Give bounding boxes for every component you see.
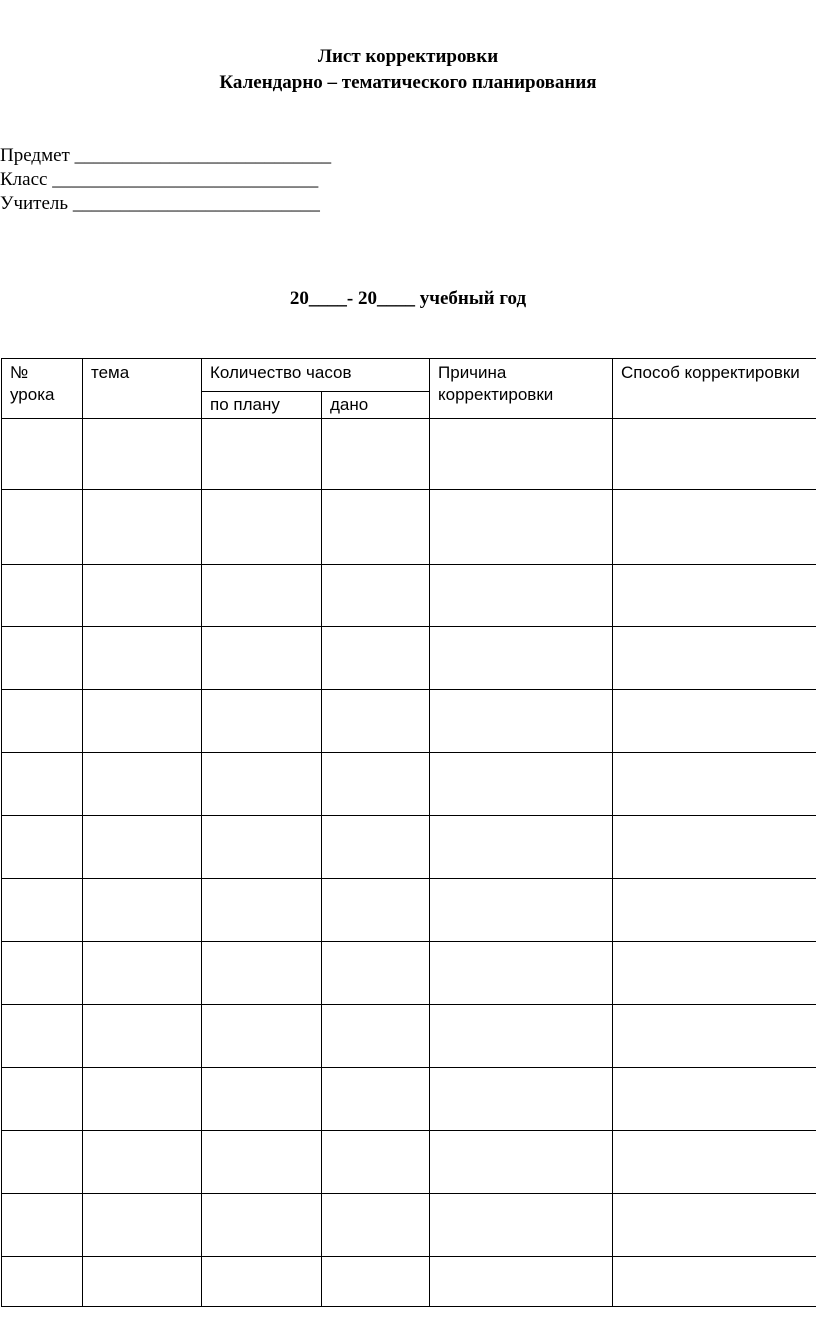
cell-topic[interactable] bbox=[83, 627, 202, 690]
cell-topic[interactable] bbox=[83, 879, 202, 942]
table-row bbox=[2, 942, 816, 1005]
cell-topic[interactable] bbox=[83, 419, 202, 490]
cell-lesson-no[interactable] bbox=[2, 1194, 83, 1257]
cell-hours-plan[interactable] bbox=[202, 942, 322, 1005]
school-year-line: 20____- 20____ учебный год bbox=[289, 288, 527, 309]
cell-topic[interactable] bbox=[83, 1131, 202, 1194]
header-hours-given: дано bbox=[322, 392, 430, 419]
teacher-blank[interactable]: __________________________ bbox=[72, 193, 320, 214]
cell-hours-plan[interactable] bbox=[202, 879, 322, 942]
cell-reason[interactable] bbox=[430, 565, 613, 627]
cell-hours-given[interactable] bbox=[322, 419, 430, 490]
table-row bbox=[2, 565, 816, 627]
class-label: Класс bbox=[0, 169, 48, 190]
cell-lesson-no[interactable] bbox=[2, 419, 83, 490]
cell-lesson-no[interactable] bbox=[2, 816, 83, 879]
table-row bbox=[2, 690, 816, 753]
header-hours: Количество часов bbox=[202, 359, 430, 392]
cell-hours-given[interactable] bbox=[322, 1257, 430, 1307]
cell-hours-given[interactable] bbox=[322, 1005, 430, 1068]
cell-hours-given[interactable] bbox=[322, 942, 430, 1005]
cell-topic[interactable] bbox=[83, 1257, 202, 1307]
cell-method[interactable] bbox=[613, 565, 816, 627]
cell-topic[interactable] bbox=[83, 690, 202, 753]
cell-lesson-no[interactable] bbox=[2, 690, 83, 753]
cell-method[interactable] bbox=[613, 627, 816, 690]
cell-hours-plan[interactable] bbox=[202, 1068, 322, 1131]
cell-reason[interactable] bbox=[430, 1131, 613, 1194]
cell-hours-plan[interactable] bbox=[202, 1194, 322, 1257]
cell-hours-plan[interactable] bbox=[202, 753, 322, 816]
cell-method[interactable] bbox=[613, 1194, 816, 1257]
class-blank[interactable]: ____________________________ bbox=[52, 169, 319, 190]
table-row bbox=[2, 753, 816, 816]
cell-hours-plan[interactable] bbox=[202, 1131, 322, 1194]
cell-method[interactable] bbox=[613, 879, 816, 942]
cell-hours-given[interactable] bbox=[322, 1194, 430, 1257]
cell-hours-given[interactable] bbox=[322, 690, 430, 753]
cell-reason[interactable] bbox=[430, 1068, 613, 1131]
cell-hours-plan[interactable] bbox=[202, 690, 322, 753]
document-title: Лист корректировки bbox=[317, 46, 499, 67]
correction-table bbox=[1, 358, 816, 1307]
cell-lesson-no[interactable] bbox=[2, 627, 83, 690]
cell-hours-plan[interactable] bbox=[202, 1257, 322, 1307]
cell-hours-plan[interactable] bbox=[202, 816, 322, 879]
cell-hours-given[interactable] bbox=[322, 1131, 430, 1194]
header-reason: Причина корректировки bbox=[430, 359, 613, 419]
cell-hours-plan[interactable] bbox=[202, 490, 322, 565]
cell-hours-given[interactable] bbox=[322, 816, 430, 879]
cell-reason[interactable] bbox=[430, 690, 613, 753]
subject-label: Предмет bbox=[0, 145, 70, 166]
cell-topic[interactable] bbox=[83, 1068, 202, 1131]
cell-lesson-no[interactable] bbox=[2, 1257, 83, 1307]
table-row bbox=[2, 1257, 816, 1307]
cell-reason[interactable] bbox=[430, 490, 613, 565]
cell-topic[interactable] bbox=[83, 1005, 202, 1068]
table-header-row bbox=[2, 359, 816, 392]
cell-method[interactable] bbox=[613, 1005, 816, 1068]
cell-method[interactable] bbox=[613, 816, 816, 879]
cell-topic[interactable] bbox=[83, 565, 202, 627]
table-row bbox=[2, 1068, 816, 1131]
header-hours-plan: по плану bbox=[202, 392, 322, 419]
cell-reason[interactable] bbox=[430, 753, 613, 816]
cell-hours-given[interactable] bbox=[322, 753, 430, 816]
header-topic: тема bbox=[83, 359, 202, 419]
cell-reason[interactable] bbox=[430, 879, 613, 942]
subject-blank[interactable]: ___________________________ bbox=[74, 145, 332, 166]
cell-reason[interactable] bbox=[430, 1005, 613, 1068]
cell-lesson-no[interactable] bbox=[2, 753, 83, 816]
cell-method[interactable] bbox=[613, 690, 816, 753]
cell-lesson-no[interactable] bbox=[2, 1131, 83, 1194]
cell-hours-given[interactable] bbox=[322, 565, 430, 627]
cell-reason[interactable] bbox=[430, 942, 613, 1005]
cell-lesson-no[interactable] bbox=[2, 1068, 83, 1131]
cell-lesson-no[interactable] bbox=[2, 490, 83, 565]
subject-field bbox=[0, 144, 331, 168]
cell-reason[interactable] bbox=[430, 419, 613, 490]
table-row bbox=[2, 627, 816, 690]
cell-hours-plan[interactable] bbox=[202, 565, 322, 627]
table-row bbox=[2, 419, 816, 490]
cell-method[interactable] bbox=[613, 1257, 816, 1307]
cell-topic[interactable] bbox=[83, 942, 202, 1005]
table-row bbox=[2, 1131, 816, 1194]
table-row bbox=[2, 816, 816, 879]
cell-topic[interactable] bbox=[83, 1194, 202, 1257]
class-field bbox=[0, 168, 318, 192]
cell-hours-given[interactable] bbox=[322, 490, 430, 565]
cell-topic[interactable] bbox=[83, 753, 202, 816]
cell-hours-plan[interactable] bbox=[202, 1005, 322, 1068]
cell-method[interactable] bbox=[613, 490, 816, 565]
cell-method[interactable] bbox=[613, 1068, 816, 1131]
cell-reason[interactable] bbox=[430, 1257, 613, 1307]
cell-hours-given[interactable] bbox=[322, 1068, 430, 1131]
teacher-field bbox=[0, 192, 320, 216]
cell-lesson-no[interactable] bbox=[2, 565, 83, 627]
cell-lesson-no[interactable] bbox=[2, 879, 83, 942]
cell-topic[interactable] bbox=[83, 816, 202, 879]
cell-method[interactable] bbox=[613, 942, 816, 1005]
document-subtitle: Календарно – тематического планирования bbox=[219, 72, 597, 93]
cell-lesson-no[interactable] bbox=[2, 942, 83, 1005]
header-lesson-no: № урока bbox=[2, 359, 83, 419]
table-row bbox=[2, 1194, 816, 1257]
teacher-label: Учитель bbox=[0, 193, 69, 214]
cell-lesson-no[interactable] bbox=[2, 1005, 83, 1068]
cell-hours-given[interactable] bbox=[322, 627, 430, 690]
header-method: Способ корректировки bbox=[613, 359, 816, 419]
table-row bbox=[2, 879, 816, 942]
cell-reason[interactable] bbox=[430, 816, 613, 879]
cell-topic[interactable] bbox=[83, 490, 202, 565]
cell-hours-plan[interactable] bbox=[202, 627, 322, 690]
cell-reason[interactable] bbox=[430, 1194, 613, 1257]
table-row bbox=[2, 1005, 816, 1068]
cell-hours-plan[interactable] bbox=[202, 419, 322, 490]
cell-reason[interactable] bbox=[430, 627, 613, 690]
cell-method[interactable] bbox=[613, 1131, 816, 1194]
cell-method[interactable] bbox=[613, 419, 816, 490]
cell-hours-given[interactable] bbox=[322, 879, 430, 942]
table-row bbox=[2, 490, 816, 565]
cell-method[interactable] bbox=[613, 753, 816, 816]
